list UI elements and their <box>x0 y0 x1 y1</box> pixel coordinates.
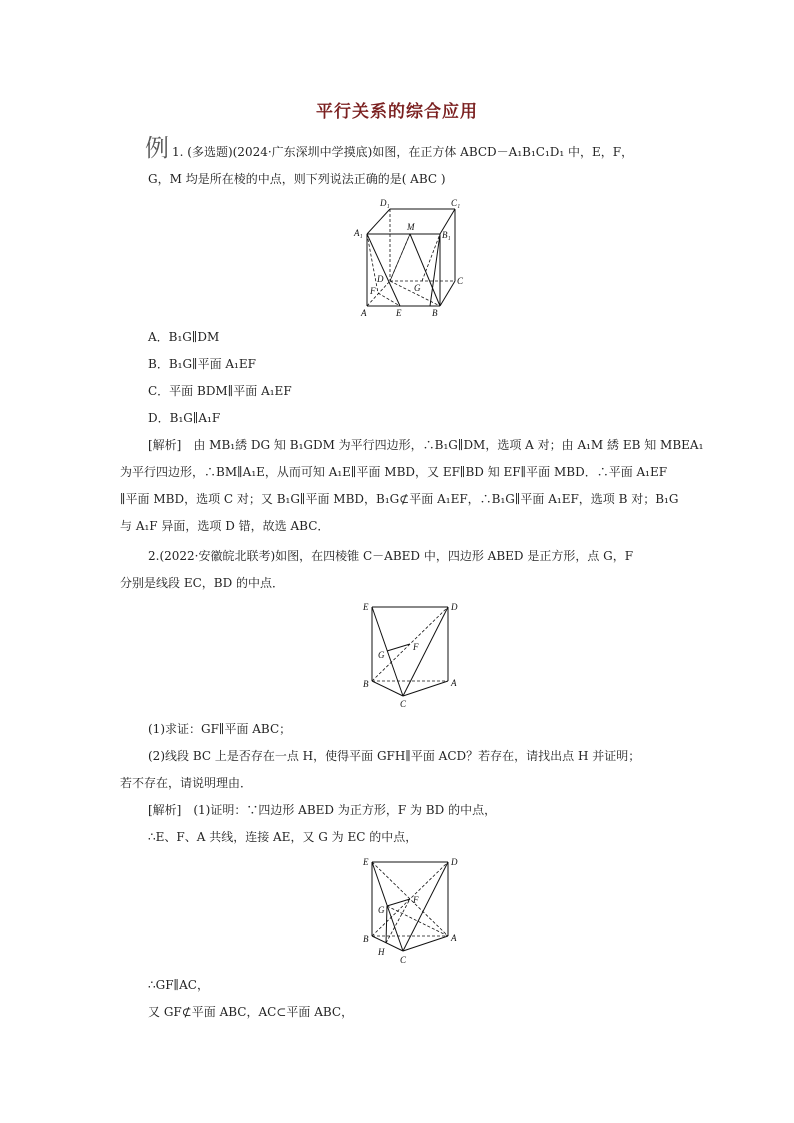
cube-label-f: F <box>370 286 376 296</box>
q1-option-c: C．平面 BDM∥平面 A₁EF <box>148 384 292 398</box>
q2-conclusion-line1: ∴GF∥AC， <box>148 978 209 992</box>
cube-label-b: B <box>432 308 438 318</box>
example-mark: 例 <box>145 134 169 162</box>
q1-option-b: B．B₁G∥平面 A₁EF <box>148 357 256 371</box>
pyr2-label-e: E <box>363 857 369 867</box>
pyr1-label-f: F <box>413 642 419 652</box>
pyr2-label-b: B <box>363 934 369 944</box>
q2-sub2-line1: (2)线段 BC 上是否存在一点 H，使得平面 GFH∥平面 ACD？若存在，请找出点 H 并证明； <box>148 749 641 763</box>
q2-stem-line1: 2.(2022·安徽皖北联考)如图，在四棱锥 C－ABED 中，四边形 ABED 是正方形，点 G，F <box>148 549 634 563</box>
cube-label-e: E <box>396 308 402 318</box>
q2-analysis-line2: ∴E、F、A 共线，连接 AE，又 G 为 EC 的中点， <box>148 830 418 844</box>
pyramid-figure-2 <box>358 853 468 967</box>
pyr1-label-c: C <box>400 699 407 709</box>
cube-label-c1: C₁ <box>451 198 461 208</box>
pyr2-label-f: F <box>413 895 419 905</box>
pyr1-label-e: E <box>363 602 369 612</box>
cube-label-d1: D₁ <box>380 198 390 208</box>
q2-stem-line2: 分别是线段 EC，BD 的中点． <box>120 576 285 590</box>
cube-label-m: M <box>407 222 415 232</box>
cube-label-a: A <box>361 308 367 318</box>
q2-sub2-line2: 若不存在，请说明理由． <box>120 776 253 790</box>
q1-analysis-line1: [解析] 由 MB₁綉 DG 知 B₁GDM 为平行四边形，∴B₁G∥DM，选项 A 对；由 A₁M 綉 EB 知 MBEA₁ <box>148 438 704 452</box>
q1-analysis-line3: ∥平面 MBD，选项 C 对；又 B₁G∥平面 MBD，B₁G⊄平面 A₁EF，∴B₁G∥平面 A₁EF，选项 B 对；B₁G <box>120 492 679 506</box>
pyr1-label-a: A <box>451 678 457 688</box>
pyr2-label-d: D <box>451 857 458 867</box>
pyr2-label-a: A <box>451 933 457 943</box>
q1-option-d: D．B₁G∥A₁F <box>148 411 221 425</box>
cube-figure <box>352 196 472 318</box>
cube-label-b1: B₁ <box>442 230 451 240</box>
pyr2-label-g: G <box>378 905 385 915</box>
q1-analysis-line4: 与 A₁F 异面，选项 D 错，故选 ABC． <box>120 519 330 533</box>
q2-analysis-line1: [解析] (1)证明：∵四边形 ABED 为正方形，F 为 BD 的中点， <box>148 803 497 817</box>
pyr2-label-c: C <box>400 955 407 965</box>
q1-stem-line1: 1. (多选题)(2024·广东深圳中学摸底)如图，在正方体 ABCD－A₁B₁C₁D₁ 中，E，F， <box>172 145 634 159</box>
pyr2-label-h: H <box>378 947 385 957</box>
pyr1-label-b: B <box>363 679 369 689</box>
q2-conclusion-line2: 又 GF⊄平面 ABC，AC⊂平面 ABC， <box>148 1005 354 1019</box>
pyr1-label-d: D <box>451 602 458 612</box>
q1-analysis-line2: 为平行四边形，∴BM∥A₁E，从而可知 A₁E∥平面 MBD，又 EF∥BD 知 EF∥平面 MBD．∴平面 A₁EF <box>120 465 668 479</box>
q1-stem-line2: G，M 均是所在棱的中点，则下列说法正确的是( ABC ) <box>148 172 446 186</box>
q2-sub1: (1)求证：GF∥平面 ABC； <box>148 722 292 736</box>
cube-label-d: D <box>377 274 384 284</box>
pyramid-figure-1 <box>358 598 468 710</box>
cube-label-c: C <box>457 276 464 286</box>
page-title: 平行关系的综合应用 <box>316 102 478 122</box>
cube-label-a1: A₁ <box>354 228 363 238</box>
q1-option-a: A．B₁G∥DM <box>148 330 220 344</box>
pyr1-label-g: G <box>378 650 385 660</box>
cube-label-g: G <box>414 283 421 293</box>
